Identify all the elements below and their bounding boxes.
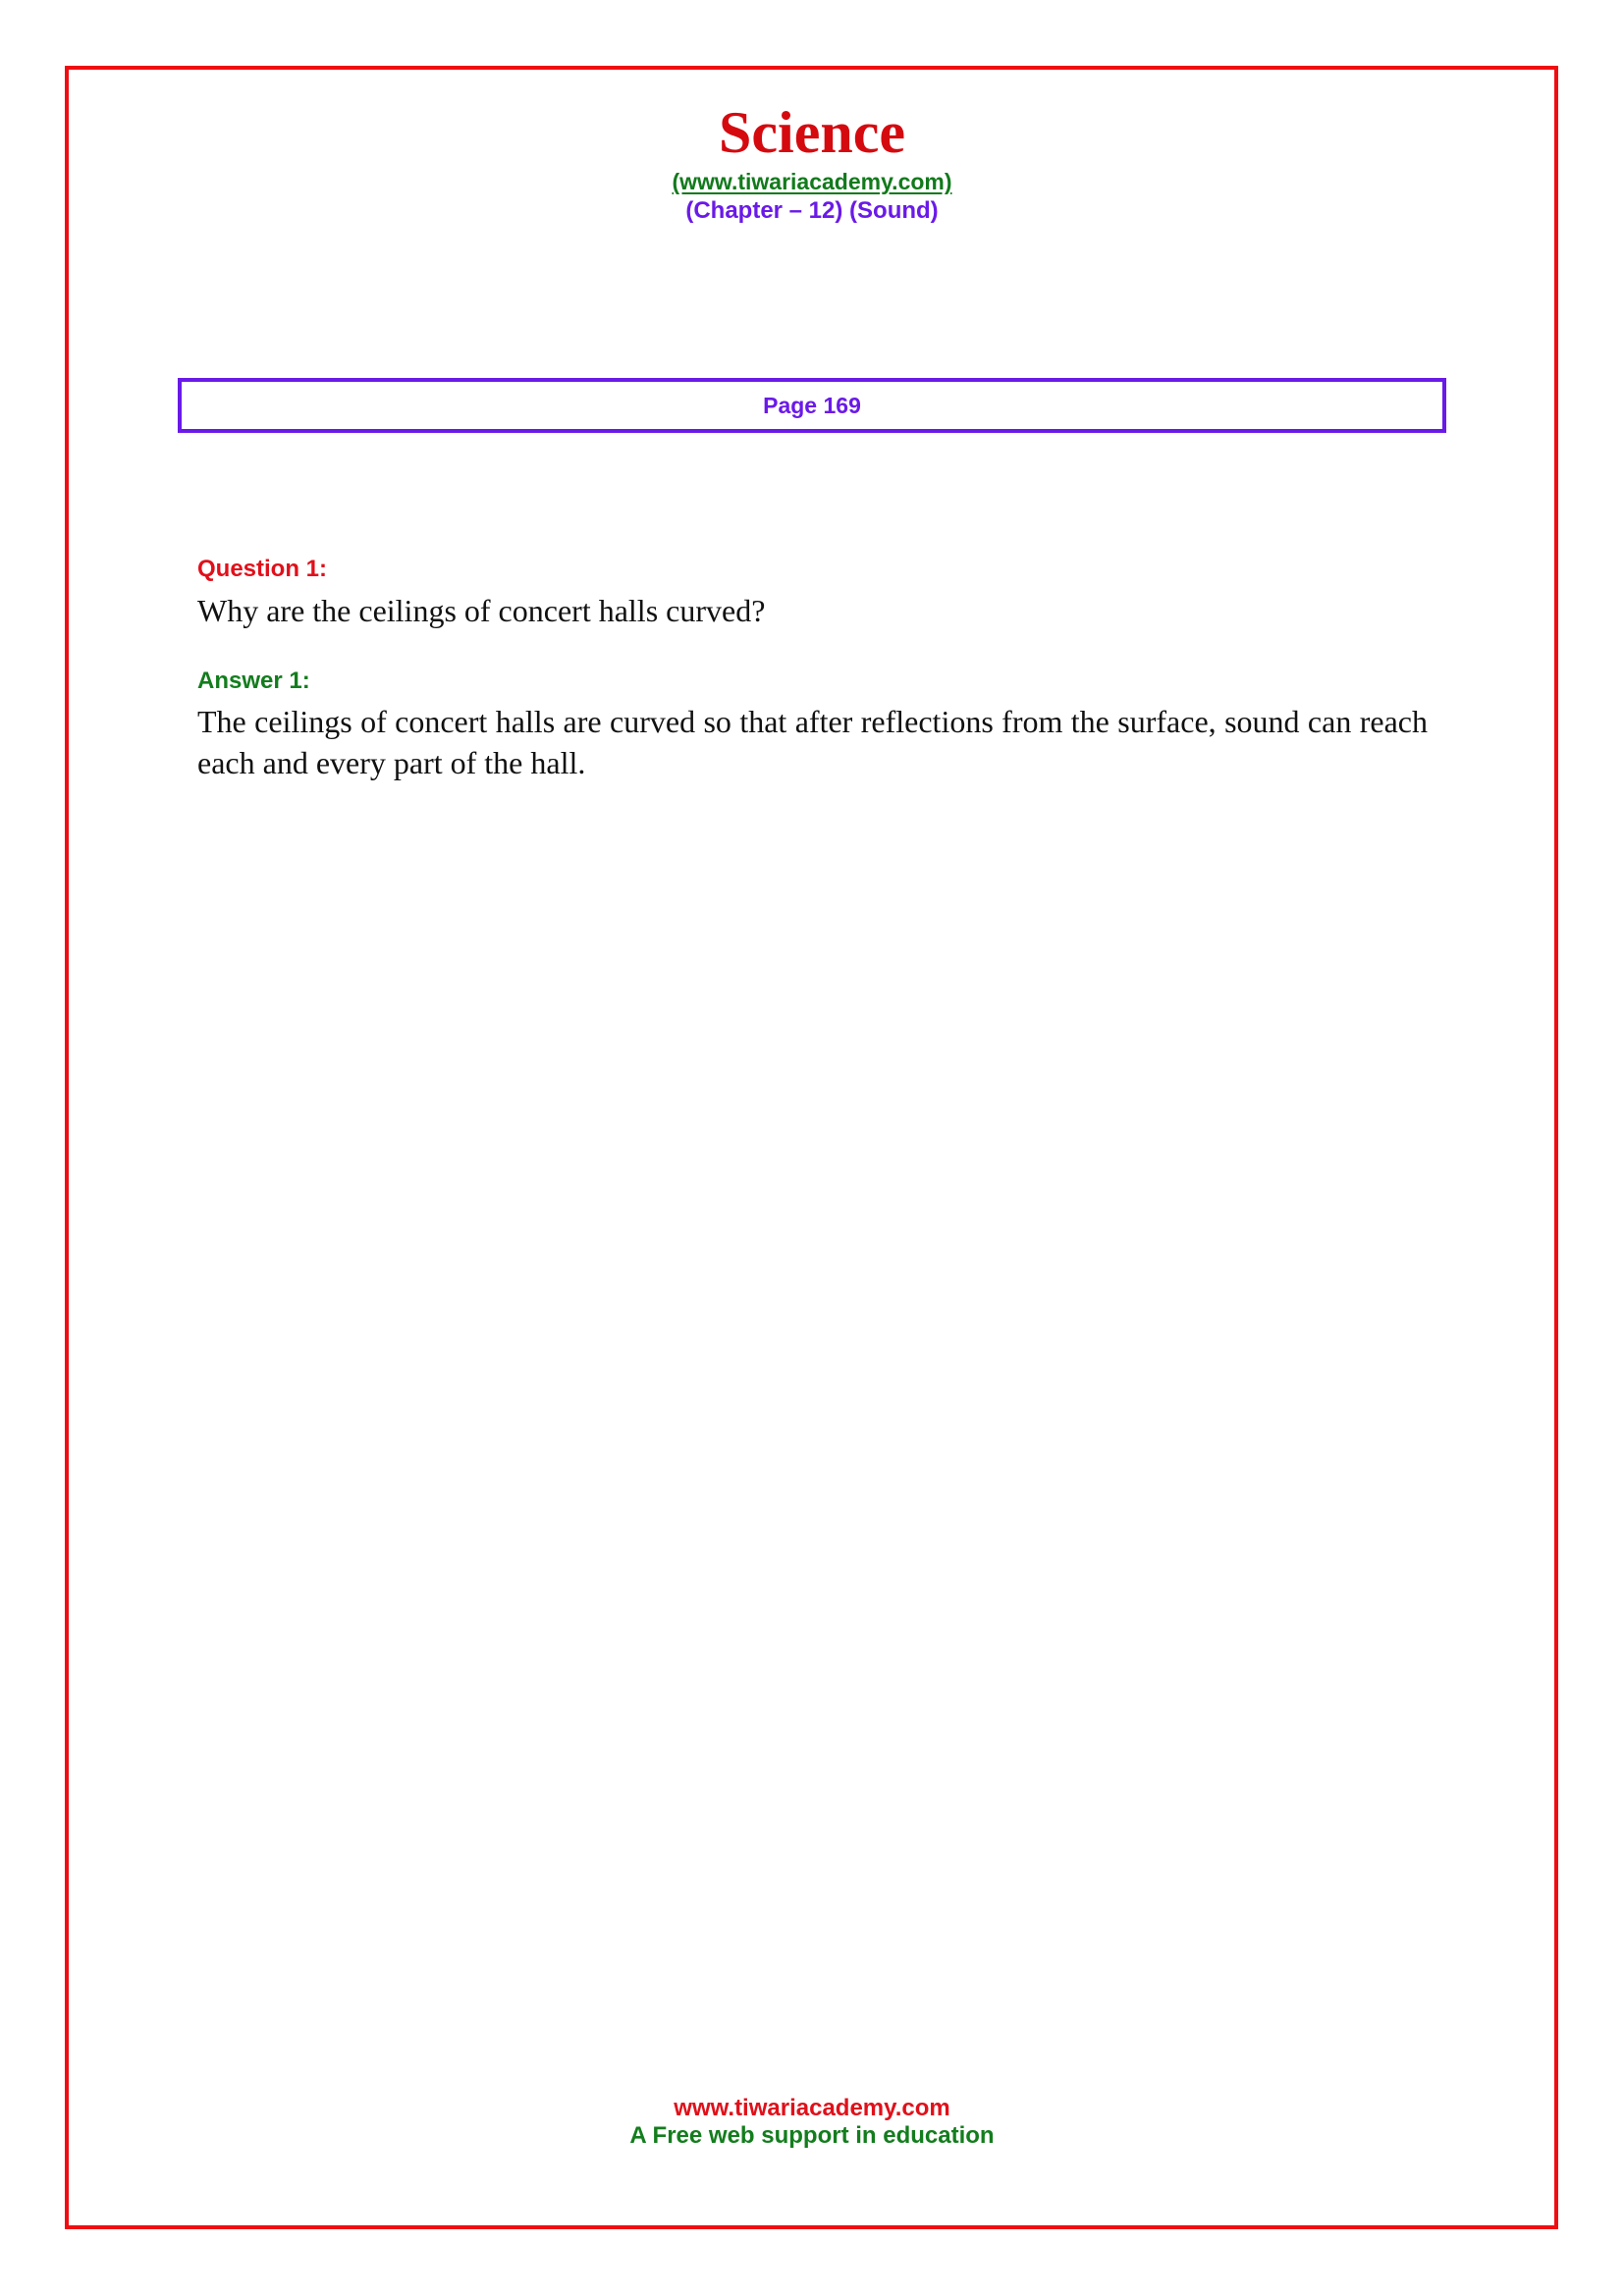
question-label: Question 1: xyxy=(197,556,328,582)
footer-tagline: A Free web support in education xyxy=(629,2122,995,2149)
header-website-link[interactable] xyxy=(0,169,1624,194)
question-text: Why are the ceilings of concert halls curved? xyxy=(197,593,766,628)
page-title: Science xyxy=(719,100,905,165)
answer-label: Answer 1: xyxy=(197,667,310,694)
answer-text: The ceilings of concert halls are curved so that after reflections from the surface, sound can reach each and every part of the hall. xyxy=(197,704,1428,780)
footer-website-link[interactable]: www.tiwariacademy.com xyxy=(674,2095,950,2121)
chapter-heading: (Chapter – 12) (Sound) xyxy=(685,197,939,224)
page-number-label: Page 169 xyxy=(763,393,861,418)
page-number-box xyxy=(178,378,1446,433)
header-website-text[interactable]: (www.tiwariacademy.com) xyxy=(672,169,952,194)
